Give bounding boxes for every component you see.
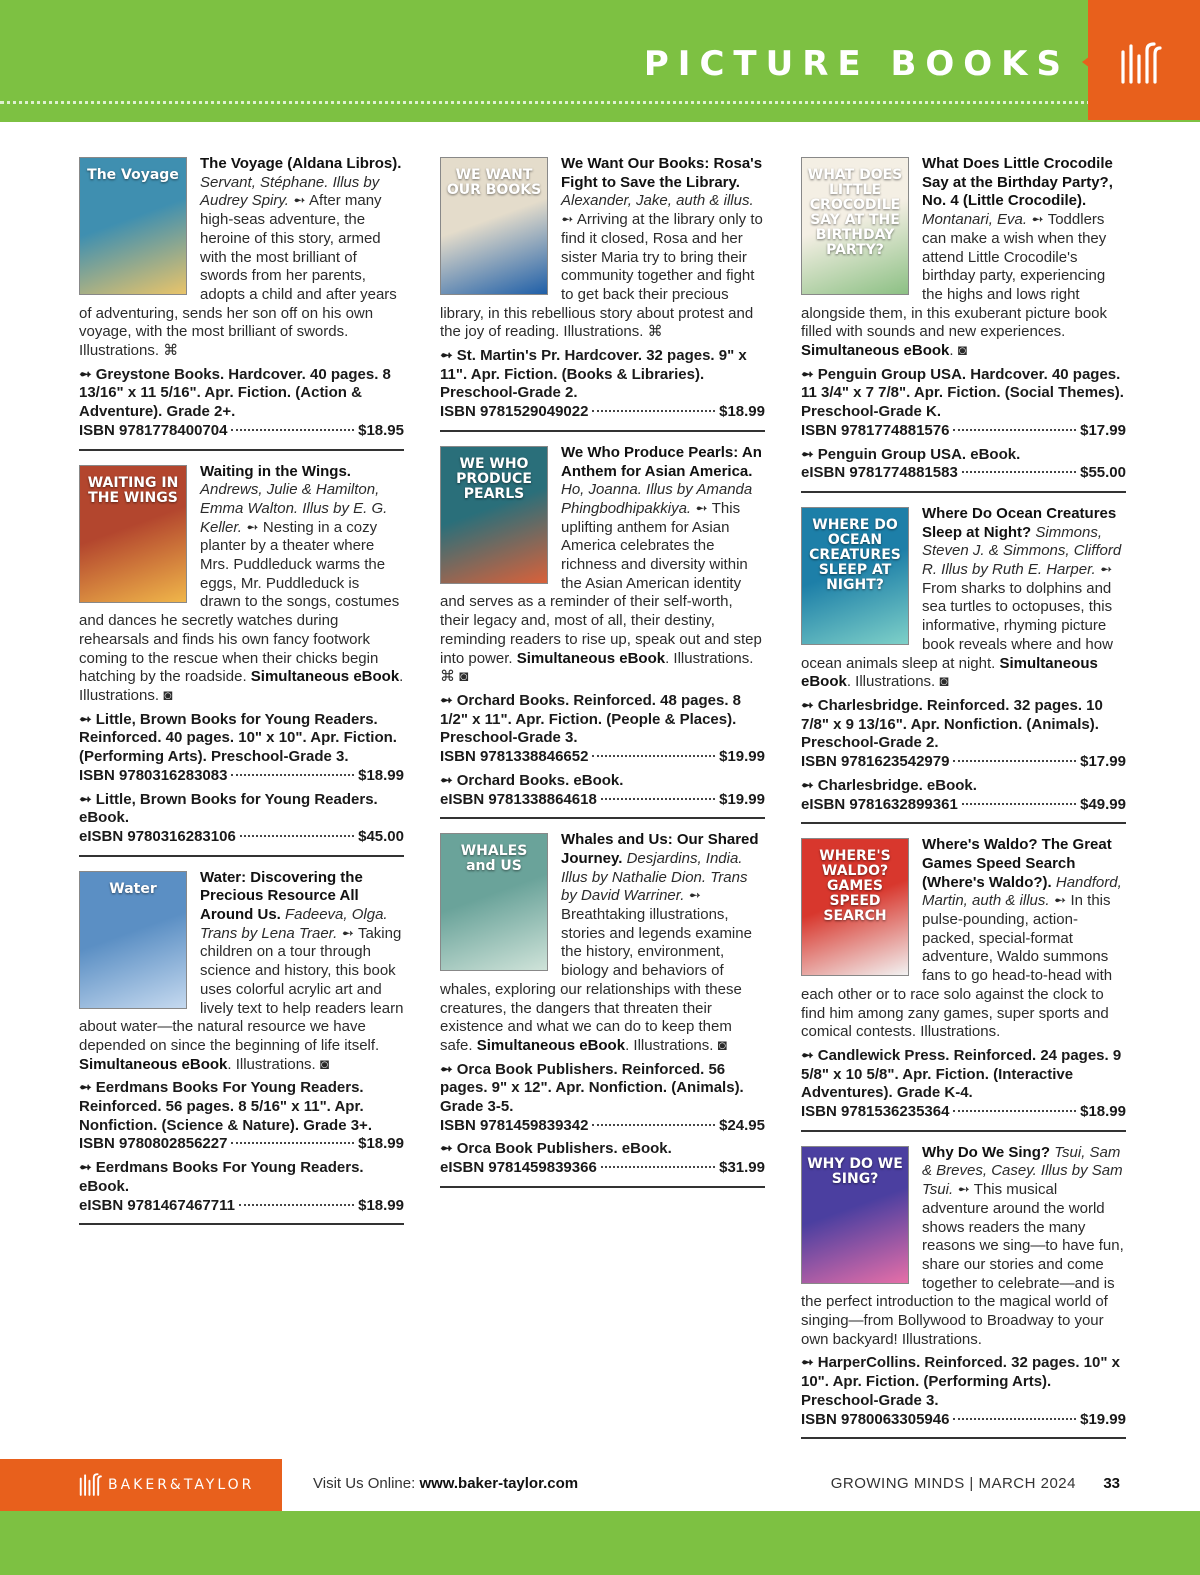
isbn-price-line xyxy=(801,1411,1126,1430)
book-authors: Simmons, Steven J. & Simmons, Clifford R. Illus by Ruth E. Harper. xyxy=(922,523,1122,579)
dot-leader xyxy=(239,1204,354,1206)
book-title: Water: Discovering the Precious Resource All Around Us. xyxy=(200,868,363,924)
price: $19.99 xyxy=(719,748,765,766)
illustrations-note: . ◙ xyxy=(949,342,967,360)
arrow-bullet-icon: ➻ xyxy=(957,1181,970,1199)
book-entry xyxy=(801,836,1126,1132)
book-title: Waiting in the Wings. xyxy=(200,462,351,480)
arrow-bullet-icon: ➻ xyxy=(1099,561,1113,579)
simultaneous-ebook-label: Simultaneous eBook xyxy=(801,654,1098,691)
book-entry xyxy=(440,831,765,1188)
book-cover-image xyxy=(801,838,909,976)
price: $31.99 xyxy=(719,1159,765,1177)
isbn-number: ISBN 9781623542979 xyxy=(801,753,950,771)
book-cover-title: Water xyxy=(109,880,157,897)
isbn-number: ISBN 9781536235364 xyxy=(801,1103,950,1121)
publisher-details: ➻ Orca Book Publishers. Reinforced. 56 pages. 9" x 12". Apr. Nonfiction. (Animals). Grade 3-5. xyxy=(440,1060,744,1116)
book-entry xyxy=(79,463,404,857)
publisher-details: ➻ Little, Brown Books for Young Readers. eBook. xyxy=(79,790,378,827)
book-entry xyxy=(79,869,404,1226)
isbn-price-line xyxy=(801,796,1126,815)
footer-website-link[interactable]: www.baker-taylor.com xyxy=(419,1475,579,1492)
publisher-details: ➻ Eerdmans Books For Young Readers. eBook. xyxy=(79,1159,364,1195)
book-title: We Who Produce Pearls: An Anthem for Asian America. xyxy=(561,443,762,480)
dot-leader xyxy=(592,755,715,757)
price: $19.99 xyxy=(1080,1410,1126,1428)
isbn-number: eISBN 9781632899361 xyxy=(801,795,958,813)
book-cover-image xyxy=(440,446,548,584)
publisher-details: ➻ HarperCollins. Reinforced. 32 pages. 10" x 10". Apr. Fiction. (Performing Arts). Preschool-Grade 3. xyxy=(801,1354,1120,1409)
book-description: This musical adventure around the world shows readers the many reasons we sing—to have fun, share our stories and come together to celebrate—and is the perfect introduction to the magical world of singing—from Bollywood to Broadway to your own backyard! Illustrations. xyxy=(801,1181,1124,1348)
column-2 xyxy=(440,155,765,1200)
price: $55.00 xyxy=(1080,464,1126,482)
illustrations-note: . Illustrations. ◙ xyxy=(846,673,949,691)
book-authors: Ho, Joanna. Illus by Amanda Phingbodhipakkiya. xyxy=(561,481,753,517)
book-title: Whales and Us: Our Shared Journey. xyxy=(561,831,759,867)
book-cover-title: WHERE'S WALDO? GAMES SPEED SEARCH xyxy=(819,848,891,925)
illustrations-note: . Illustrations. ⌘ ◙ xyxy=(440,649,754,686)
column-1 xyxy=(79,155,404,1237)
book-cover-image xyxy=(440,157,548,295)
publisher-details: ➻ Orca Book Publishers. eBook. xyxy=(440,1140,672,1158)
isbn-price-line xyxy=(440,1117,765,1136)
dot-leader xyxy=(240,835,354,837)
book-cover-image xyxy=(801,1146,909,1284)
dot-leader xyxy=(592,1124,715,1126)
book-description: Nesting in a cozy planter by a theater where Mrs. Puddleduck warms the eggs, Mr. Puddleduck is drawn to the songs, costumes and dances he secretly watches during rehearsals and finds his own fancy footwork coming to the rescue when their chicks begin hatching by the roadside. xyxy=(79,518,400,686)
price: $19.99 xyxy=(719,790,765,808)
isbn-price-line xyxy=(79,767,404,786)
brand-tab xyxy=(1088,0,1200,120)
footer xyxy=(0,1459,1200,1575)
dot-leader xyxy=(953,429,1076,431)
publisher-details: ➻ Penguin Group USA. Hardcover. 40 pages. 11 3/4" x 7 7/8". Apr. Fiction. (Social Themes). Preschool-Grade K. xyxy=(801,365,1124,421)
book-authors: Handford, Martin, auth & illus. xyxy=(922,873,1122,910)
isbn-number: ISBN 9781338846652 xyxy=(440,748,589,766)
dot-leader xyxy=(592,410,715,412)
price: $18.95 xyxy=(358,421,404,439)
arrow-bullet-icon: ➻ xyxy=(293,192,306,210)
isbn-number: eISBN 9781338864618 xyxy=(440,790,597,808)
book-cover-title: WHALES and US xyxy=(460,843,528,875)
book-cover-title: WE WHO PRODUCE PEARLS xyxy=(456,455,532,502)
isbn-number: ISBN 9781778400704 xyxy=(79,421,228,439)
price: $49.99 xyxy=(1080,795,1126,813)
book-title: The Voyage (Aldana Libros). xyxy=(200,155,402,172)
isbn-number: eISBN 9781459839366 xyxy=(440,1159,597,1177)
simultaneous-ebook-label: Simultaneous eBook xyxy=(516,649,666,667)
book-authors: Montanari, Eva. xyxy=(922,211,1028,229)
publisher-details: ➻ Candlewick Press. Reinforced. 24 pages. 9 5/8" x 10 5/8". Apr. Fiction. (Interactive Adventures). Grade K-4. xyxy=(801,1046,1122,1102)
simultaneous-ebook-label: Simultaneous eBook xyxy=(476,1036,626,1054)
book-cover-image xyxy=(79,465,187,603)
arrow-bullet-icon: ➻ xyxy=(341,924,355,942)
dot-leader xyxy=(231,429,354,431)
footer-green-band xyxy=(0,1511,1200,1575)
footer-page-number: 33 xyxy=(1103,1475,1120,1492)
section-title: PICTURE BOOKS xyxy=(643,44,1070,84)
book-entry xyxy=(440,444,765,819)
footer-visit-label: Visit Us Online: xyxy=(313,1475,416,1492)
dot-leader xyxy=(953,1418,1076,1420)
price: $18.99 xyxy=(358,1135,404,1153)
illustrations-note: . Illustrations. ◙ xyxy=(79,668,404,704)
publisher-details: ➻ Orchard Books. eBook. xyxy=(440,771,624,789)
isbn-price-line xyxy=(440,1159,765,1178)
isbn-number: ISBN 9781774881576 xyxy=(801,421,950,439)
book-authors: Andrews, Julie & Hamilton, Emma Walton. Illus by E. G. Keller. xyxy=(200,481,388,536)
simultaneous-ebook-label: Simultaneous eBook xyxy=(79,1055,228,1073)
book-entry xyxy=(79,155,404,451)
book-cover-title: WHY DO WE SING? xyxy=(807,1155,903,1187)
illustrations-note: . Illustrations. ◙ xyxy=(227,1055,329,1073)
dot-leader xyxy=(953,760,1076,762)
arrow-bullet-icon: ➻ xyxy=(246,518,259,536)
book-authors: Tsui, Sam & Breves, Casey. Illus by Sam Tsui. xyxy=(922,1143,1123,1199)
dot-leader xyxy=(962,471,1076,473)
book-authors: Servant, Stéphane. Illus by Audrey Spiry. xyxy=(200,173,380,210)
book-entry xyxy=(801,155,1126,493)
header-dotted-rule xyxy=(0,101,1200,104)
price: $18.99 xyxy=(358,766,404,784)
book-description: Arriving at the library only to find it closed, Rosa and her sister Maria try to bring their community together and fight to get back their precious library, in this rebellious story about protest and the joy of reading. Illustrations. ⌘ xyxy=(440,211,763,341)
book-cover-title: WE WANT OUR BOOKS xyxy=(446,167,542,198)
publisher-details: ➻ Little, Brown Books for Young Readers. Reinforced. 40 pages. 10" x 10". Apr. Fiction. (Performing Arts). Preschool-Grade 3. xyxy=(79,710,397,766)
dot-leader xyxy=(962,803,1076,805)
book-cover-image xyxy=(79,157,187,295)
isbn-number: eISBN 9780316283106 xyxy=(79,827,236,845)
footer-brand-name: BAKER&TAYLOR xyxy=(108,1477,255,1493)
isbn-number: eISBN 9781774881583 xyxy=(801,464,958,482)
footer-visit xyxy=(313,1475,578,1492)
book-entry xyxy=(801,505,1126,824)
price: $24.95 xyxy=(719,1116,765,1134)
book-description: From sharks to dolphins and sea turtles to octopuses, this informative, rhyming picture book reveals where and how ocean animals sleep at night. xyxy=(801,579,1113,672)
publisher-details: ➻ Greystone Books. Hardcover. 40 pages. 8 13/16" x 11 5/16". Apr. Fiction. (Action & Adventure). Grade 2+. xyxy=(79,365,391,421)
book-entry xyxy=(801,1144,1126,1440)
price: $18.99 xyxy=(358,1196,404,1214)
dot-leader xyxy=(601,1166,715,1168)
book-description: In this pulse-pounding, action-packed, special-format adventure, Waldo summons fans to go head-to-head with each other or to race solo against the clock to find him among zany games, super sports and comical contests. Illustrations. xyxy=(801,892,1113,1041)
simultaneous-ebook-label: Simultaneous eBook xyxy=(250,668,400,686)
book-cover-title: WHAT DOES LITTLE CROCODILE SAY AT THE BIRTHDAY PARTY? xyxy=(807,167,903,258)
column-3 xyxy=(801,155,1126,1451)
book-title: Where's Waldo? The Great Games Speed Search (Where's Waldo?). xyxy=(922,836,1112,891)
isbn-number: ISBN 9780316283083 xyxy=(79,766,228,784)
price: $45.00 xyxy=(358,827,404,845)
isbn-price-line xyxy=(801,753,1126,772)
publisher-details: ➻ St. Martin's Pr. Hardcover. 32 pages. 9" x 11". Apr. Fiction. (Books & Libraries). Preschool-Grade 2. xyxy=(440,347,747,402)
price: $17.99 xyxy=(1080,421,1126,439)
price: $18.99 xyxy=(719,403,765,421)
isbn-price-line xyxy=(801,422,1126,441)
isbn-price-line xyxy=(801,464,1126,483)
footer-magazine-issue: GROWING MINDS | MARCH 2024 xyxy=(830,1475,1076,1492)
book-description: This uplifting anthem for Asian America celebrates the richness and diversity within the Asian American identity and serves as a reminder of their self-worth, their legacy and, most of all, their destiny, reminding readers to rise up, speak out and step into power. xyxy=(440,499,762,667)
footer-brand-block xyxy=(0,1459,282,1511)
book-authors: Fadeeva, Olga. Trans by Lena Traer. xyxy=(200,906,388,942)
publisher-details: ➻ Orchard Books. Reinforced. 48 pages. 8 1/2" x 11". Apr. Fiction. (People & Places). Preschool-Grade 3. xyxy=(440,691,741,747)
isbn-number: ISBN 9781459839342 xyxy=(440,1116,589,1134)
book-title: Where Do Ocean Creatures Sleep at Night? xyxy=(922,504,1117,541)
book-cover-title: The Voyage xyxy=(87,167,179,183)
simultaneous-ebook-label: Simultaneous eBook xyxy=(801,342,950,360)
baker-taylor-logo-icon xyxy=(78,1471,102,1497)
header-bar xyxy=(0,0,1200,122)
illustrations-note: . Illustrations. ◙ xyxy=(625,1036,727,1054)
arrow-bullet-icon: ➻ xyxy=(695,499,708,517)
book-title: We Want Our Books: Rosa's Fight to Save the Library. xyxy=(561,155,763,191)
book-cover-image xyxy=(801,157,909,295)
publisher-details: ➻ Charlesbridge. Reinforced. 32 pages. 10 7/8" x 9 13/16". Apr. Nonfiction. (Animals). Preschool-Grade 2. xyxy=(801,696,1103,752)
isbn-price-line xyxy=(79,1135,404,1154)
book-cover-title: WAITING IN THE WINGS xyxy=(87,474,179,506)
isbn-price-line xyxy=(440,403,765,422)
baker-taylor-logo-icon xyxy=(1118,40,1162,84)
isbn-number: ISBN 9781529049022 xyxy=(440,403,589,421)
arrow-bullet-icon: ➻ xyxy=(561,211,574,229)
book-cover-image xyxy=(440,833,548,971)
book-description: After many high-seas adventure, the heroine of this story, armed with the most brilliant of swords from her parents, adopts a child and after years of adventuring, sends her son off on his own voyage, with the most brilliant of swords. Illustrations. ⌘ xyxy=(79,192,397,360)
price: $17.99 xyxy=(1080,753,1126,771)
isbn-number: ISBN 9780063305946 xyxy=(801,1410,950,1428)
book-authors: Alexander, Jake, auth & illus. xyxy=(561,192,754,210)
isbn-price-line xyxy=(79,828,404,847)
isbn-price-line xyxy=(440,791,765,810)
book-cover-title: WHERE DO OCEAN CREATURES SLEEP AT NIGHT? xyxy=(809,516,901,593)
publisher-details: ➻ Penguin Group USA. eBook. xyxy=(801,445,1021,463)
book-title: What Does Little Crocodile Say at the Birthday Party?, No. 4 (Little Crocodile). xyxy=(922,155,1113,210)
book-description: Breathtaking illustrations, stories and legends examine the history, environment, biology and behaviors of whales, exploring our relationships with these creatures, the dangers that threaten their existence and what we can do to keep them safe. xyxy=(440,906,752,1054)
book-description: Toddlers can make a wish when they attend Little Crocodile's birthday party, experiencing the highs and lows right alongside them, in this exuberant picture book filled with sounds and new experiences. xyxy=(801,211,1108,341)
arrow-bullet-icon: ➻ xyxy=(688,887,702,905)
isbn-price-line xyxy=(440,748,765,767)
book-authors: Desjardins, India. Illus by Nathalie Dion. Trans by David Warriner. xyxy=(561,849,748,905)
book-description: Taking children on a tour through science and history, this book uses colorful acrylic art and lively text to help readers learn about water—the natural resource we have depended on since the beginning of life itself. xyxy=(79,924,404,1054)
arrow-bullet-icon: ➻ xyxy=(1031,211,1044,229)
book-cover-image xyxy=(801,507,909,645)
price: $18.99 xyxy=(1080,1103,1126,1121)
book-entry xyxy=(440,155,765,432)
book-title: Why Do We Sing? xyxy=(922,1143,1051,1161)
dot-leader xyxy=(953,1110,1076,1112)
publisher-details: ➻ Charlesbridge. eBook. xyxy=(801,776,977,794)
arrow-bullet-icon: ➻ xyxy=(1053,892,1067,910)
book-cover-image xyxy=(79,871,187,1009)
dot-leader xyxy=(231,1142,354,1144)
isbn-price-line xyxy=(79,1197,404,1216)
dot-leader xyxy=(601,798,715,800)
isbn-number: ISBN 9780802856227 xyxy=(79,1135,228,1153)
isbn-price-line xyxy=(801,1103,1126,1122)
publisher-details: ➻ Eerdmans Books For Young Readers. Reinforced. 56 pages. 8 5/16" x 11". Apr. Nonfiction. (Science & Nature). Grade 3+. xyxy=(79,1079,372,1134)
isbn-price-line xyxy=(79,422,404,441)
dot-leader xyxy=(231,774,354,776)
isbn-number: eISBN 9781467467711 xyxy=(79,1196,235,1214)
